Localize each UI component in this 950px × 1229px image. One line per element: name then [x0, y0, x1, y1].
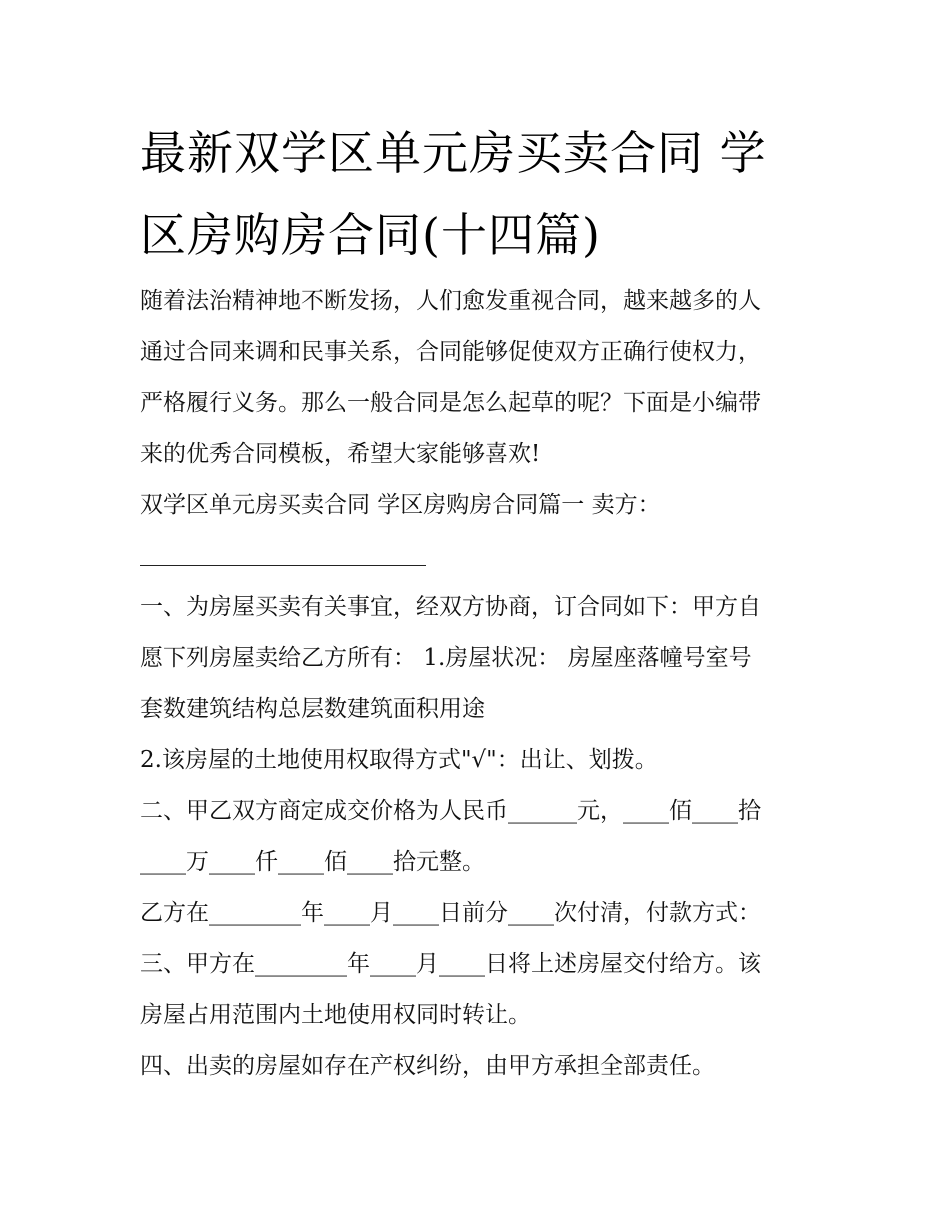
clause-1-item-2	[140, 735, 830, 786]
document-body	[140, 276, 830, 1092]
clause-1-line-2: 愿下列房屋卖给乙方所有： 1.房屋状况： 房屋座落幢号室号	[140, 645, 752, 671]
clause-1-item-2-text: 2.该房屋的土地使用权取得方式"√"：出让、划拨。	[140, 747, 658, 773]
intro-line-1: 随着法治精神地不断发扬，人们愈发重视合同，越来越多的人	[140, 288, 761, 314]
title-line-2: 区房购房合同(十四篇)	[140, 208, 601, 262]
clause-4	[140, 1041, 830, 1092]
payment-line: 乙方在________年____月____日前分____次付清，付款方式：	[140, 900, 761, 926]
clause-1-line-3: 套数建筑结构总层数建筑面积用途	[140, 696, 485, 722]
document-title	[140, 112, 830, 276]
intro-line-2: 通过合同来调和民事关系，合同能够促使双方正确行使权力，	[140, 339, 761, 365]
clause-3-line-1: 三、甲方在________年____月____日将上述房屋交付给方。该	[140, 951, 761, 977]
section-heading-text: 双学区单元房买卖合同 学区房购房合同篇一 卖方：	[140, 492, 661, 518]
title-line-1: 最新双学区单元房买卖合同 学	[140, 126, 767, 180]
intro-line-3: 严格履行义务。那么一般合同是怎么起草的呢？下面是小编带	[140, 390, 761, 416]
clause-2	[140, 786, 830, 888]
intro-paragraph	[140, 276, 830, 480]
clause-3-line-2: 房屋占用范围内土地使用权同时转让。	[140, 1002, 531, 1028]
clause-2-line-2: ____万____仟____佰____拾元整。	[140, 849, 485, 875]
seller-underline	[140, 565, 426, 566]
clause-1-line-1: 一、为房屋买卖有关事宜，经双方协商，订合同如下：甲方自	[140, 594, 761, 620]
seller-blank-line	[140, 531, 830, 582]
clause-2-line-1: 二、甲乙双方商定成交价格为人民币______元，____佰____拾	[140, 798, 761, 824]
section-heading	[140, 480, 830, 531]
intro-line-4: 来的优秀合同模板，希望大家能够喜欢!	[140, 441, 541, 467]
clause-3	[140, 939, 830, 1041]
clause-4-text: 四、出卖的房屋如存在产权纠纷，由甲方承担全部责任。	[140, 1053, 715, 1079]
payment-clause	[140, 888, 830, 939]
clause-1	[140, 582, 830, 735]
